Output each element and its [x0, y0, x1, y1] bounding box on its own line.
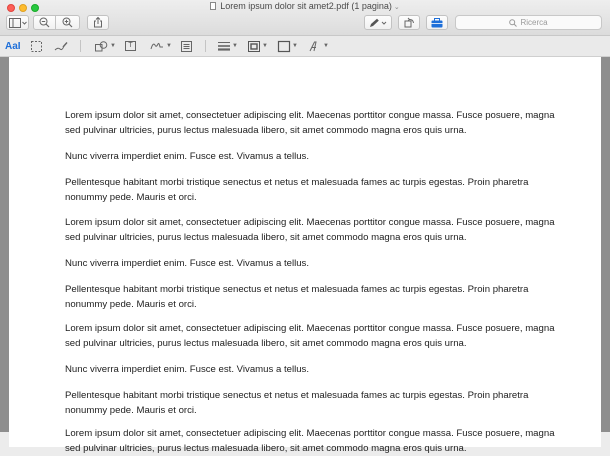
text-box-label: T [128, 42, 133, 49]
signature-tool[interactable] [150, 38, 172, 54]
toolbox-icon [431, 18, 443, 28]
chevron-down-icon: ▼ [323, 43, 329, 49]
search-field[interactable] [455, 15, 602, 30]
paragraph[interactable]: Pellentesque habitant morbi tristique senectus et netus et malesuada fames ac turpis egestas. Proin pharetra nonummy pede. Mauris et orci. [65, 284, 529, 310]
sidebar-button[interactable] [6, 15, 29, 30]
chevron-down-icon: ▼ [232, 43, 238, 49]
sketch-icon [54, 41, 68, 52]
rect-select-tool[interactable] [31, 38, 42, 54]
document-viewport[interactable] [0, 57, 610, 454]
paragraph[interactable]: Nunc viverra imperdiet enim. Fusce est. Vivamus a tellus. [65, 258, 310, 269]
zoom-in-button[interactable] [56, 15, 80, 30]
chevron-down-icon: ▼ [292, 43, 298, 49]
markup-toolbar-button[interactable] [364, 15, 392, 30]
toolbar-divider [80, 40, 81, 52]
zoom-out-icon [39, 17, 50, 28]
text-selection-label: AaI [5, 40, 21, 52]
shapes-tool[interactable] [95, 38, 116, 54]
zoom-out-button[interactable] [33, 15, 56, 30]
paragraph[interactable]: Nunc viverra imperdiet enim. Fusce est. Vivamus a tellus. [65, 151, 310, 162]
paragraph[interactable]: Pellentesque habitant morbi tristique senectus et netus et malesuada fames ac turpis egestas. Proin pharetra nonummy pede. Mauris et orci. [65, 177, 529, 203]
border-color-icon [248, 41, 260, 52]
paragraph[interactable]: Lorem ipsum dolor sit amet, consectetuer adipiscing elit. Maecenas porttitor congue massa. Fusce posuere, magna sed pulvinar ultricies, purus lectus malesuada libero, sit amet commodo magna eros quis urna. [65, 323, 555, 349]
markup-toolbox-button[interactable] [426, 15, 448, 30]
text-selection-tool[interactable] [5, 38, 21, 54]
rotate-icon [404, 17, 415, 28]
line-style-icon [218, 41, 230, 51]
rect-select-icon [31, 41, 42, 52]
signature-icon [150, 41, 164, 52]
border-color-tool[interactable] [248, 38, 268, 54]
sketch-tool[interactable] [54, 38, 68, 54]
fill-color-icon [278, 41, 290, 52]
paragraph[interactable]: Nunc viverra imperdiet enim. Fusce est. Vivamus a tellus. [65, 364, 310, 375]
paragraph[interactable]: Lorem ipsum dolor sit amet, consectetuer adipiscing elit. Maecenas porttitor congue massa. Fusce posuere, magna sed pulvinar ultricies, purus lectus malesuada libero, sit amet commodo magna eros quis urna. [65, 217, 555, 243]
window-title-area[interactable] [0, 1, 610, 11]
chevron-down-icon: ▼ [110, 43, 116, 49]
text-box-icon [125, 41, 136, 51]
markup-toolbar [0, 36, 610, 57]
chevron-down-icon: ▼ [166, 43, 172, 49]
font-icon [309, 41, 321, 52]
search-icon [509, 19, 517, 27]
rotate-button[interactable] [398, 15, 420, 30]
font-tool[interactable] [309, 38, 329, 54]
paragraph[interactable]: Lorem ipsum dolor sit amet, consectetuer adipiscing elit. Maecenas porttitor congue massa. Fusce posuere, magna sed pulvinar ultricies, purus lectus malesuada libero, sit amet commodo magna eros quis urna. [65, 110, 555, 136]
paragraph[interactable]: Pellentesque habitant morbi tristique senectus et netus et malesuada fames ac turpis egestas. Proin pharetra nonummy pede. Mauris et orci. [65, 390, 529, 416]
chevron-down-icon: ▼ [262, 43, 268, 49]
note-tool[interactable] [181, 38, 192, 54]
text-box-tool[interactable] [125, 38, 136, 54]
pen-icon [368, 18, 388, 28]
share-button[interactable] [87, 15, 109, 30]
share-icon [93, 17, 103, 28]
shapes-icon [95, 41, 108, 52]
chevron-down-icon: ⌄ [393, 4, 400, 11]
toolbar-divider [205, 40, 206, 52]
zoom-in-icon [62, 17, 73, 28]
document-icon [210, 2, 216, 10]
sidebar-icon [9, 18, 27, 28]
search-placeholder: Ricerca [520, 18, 548, 27]
title-bar [0, 0, 610, 36]
note-icon [181, 41, 192, 52]
window-title: Lorem ipsum dolor sit amet2.pdf (1 pagina) [220, 1, 392, 11]
line-style-tool[interactable] [218, 38, 238, 54]
pdf-page[interactable] [9, 57, 601, 454]
paragraph[interactable]: Lorem ipsum dolor sit amet, consectetuer adipiscing elit. Maecenas porttitor congue massa. Fusce posuere, magna sed pulvinar ultricies, purus lectus malesuada libero, sit amet commodo magna eros quis urna. [65, 428, 555, 454]
fill-color-tool[interactable] [278, 38, 298, 54]
